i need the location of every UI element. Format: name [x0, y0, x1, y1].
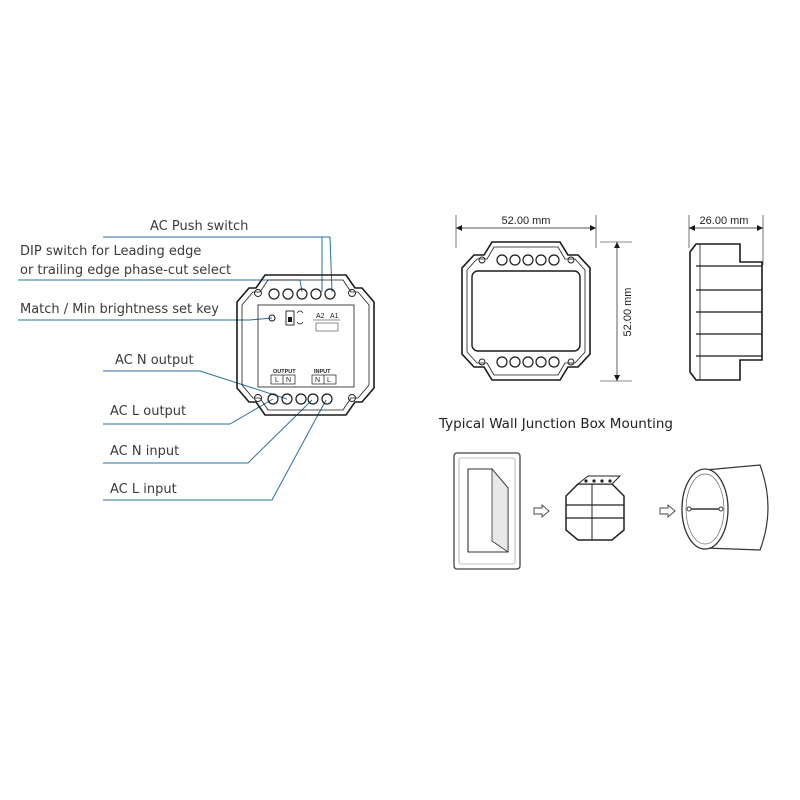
dim-term-b4: [536, 357, 546, 367]
dim-term-t4: [536, 255, 546, 265]
junction-box-screw-right: [719, 507, 723, 511]
dim-device-panel: [472, 271, 580, 351]
dim-term-t2: [510, 255, 520, 265]
label-output: OUTPUT: [273, 369, 296, 375]
module-iso-body: [566, 484, 624, 540]
terminal-top-5: [325, 289, 335, 299]
dim-width-label: 52.00 mm: [501, 215, 551, 227]
spec-box: [316, 323, 338, 331]
module-iso-terminal-3: [600, 479, 603, 482]
callout-dip-switch-line1: DIP switch for Leading edge: [20, 244, 202, 259]
callout-ac-n-output: AC N output: [115, 353, 194, 368]
label-out-l: L: [275, 377, 279, 384]
terminal-in-l: [322, 394, 332, 404]
arrow-right-icon-2: [660, 505, 675, 517]
leader-match-key: [18, 318, 272, 320]
dim-hole-br: [568, 359, 574, 365]
callout-labels: [20, 219, 248, 497]
bottom-terminals: [255, 394, 356, 404]
module-iso-illustration: [566, 476, 624, 540]
callout-ac-l-input: AC L input: [110, 482, 177, 497]
terminal-top-4: [311, 289, 321, 299]
terminal-top-1: [269, 289, 279, 299]
arrow-right-icon-1: [534, 505, 549, 517]
module-iso-terminal-1: [584, 479, 587, 482]
dim-term-t5: [549, 255, 559, 265]
dim-hole-tl: [479, 257, 485, 263]
dim-term-b1: [497, 357, 507, 367]
callout-match-key: Match / Min brightness set key: [20, 302, 219, 317]
dim-hole-bl: [479, 359, 485, 365]
junction-box-illustration: [682, 465, 768, 550]
label-a1: A1: [330, 313, 339, 320]
top-terminals: [255, 289, 356, 299]
dim-device-inner: [467, 247, 585, 375]
junction-box-screw-left: [687, 507, 691, 511]
dim-hole-tr: [568, 257, 574, 263]
callout-dip-switch-line2: or trailing edge phase-cut select: [20, 263, 232, 278]
mounting-title: Typical Wall Junction Box Mounting: [439, 416, 673, 432]
dim-bottom-terminals: [479, 357, 574, 367]
label-in-n: N: [315, 377, 321, 384]
device-front-view: [237, 275, 374, 415]
callout-ac-n-input: AC N input: [110, 444, 180, 459]
mount-hole-top-left: [255, 290, 262, 297]
mount-hole-top-right: [349, 290, 356, 297]
dim-top-terminals: [479, 255, 574, 265]
dimension-side-view: [689, 215, 763, 380]
terminal-top-2: [283, 289, 293, 299]
label-in-l: L: [327, 377, 331, 384]
module-iso-top: [578, 476, 620, 484]
dim-term-b3: [523, 357, 533, 367]
callout-ac-push-switch: AC Push switch: [150, 219, 249, 234]
dim-term-t1: [497, 255, 507, 265]
module-iso-terminal-4: [608, 479, 611, 482]
callout-ac-l-output: AC L output: [110, 404, 187, 419]
waveform-icons: [297, 311, 303, 324]
leader-ac-push-switch-2: [322, 237, 332, 292]
terminal-blank: [296, 394, 306, 404]
dip-switch-slider: [288, 317, 292, 322]
label-input: INPUT: [314, 369, 331, 375]
dim-term-b2: [510, 357, 520, 367]
dim-depth-label: 26.00 mm: [699, 215, 749, 227]
module-iso-terminal-2: [592, 479, 595, 482]
wall-switch-illustration: [454, 453, 520, 569]
terminal-in-n: [308, 394, 318, 404]
dimension-front-view: [456, 215, 634, 381]
dim-height-label: 52.00 mm: [622, 287, 634, 337]
dim-term-b5: [549, 357, 559, 367]
label-a2: A2: [316, 313, 325, 320]
dim-term-t3: [523, 255, 533, 265]
label-out-n: N: [286, 377, 292, 384]
